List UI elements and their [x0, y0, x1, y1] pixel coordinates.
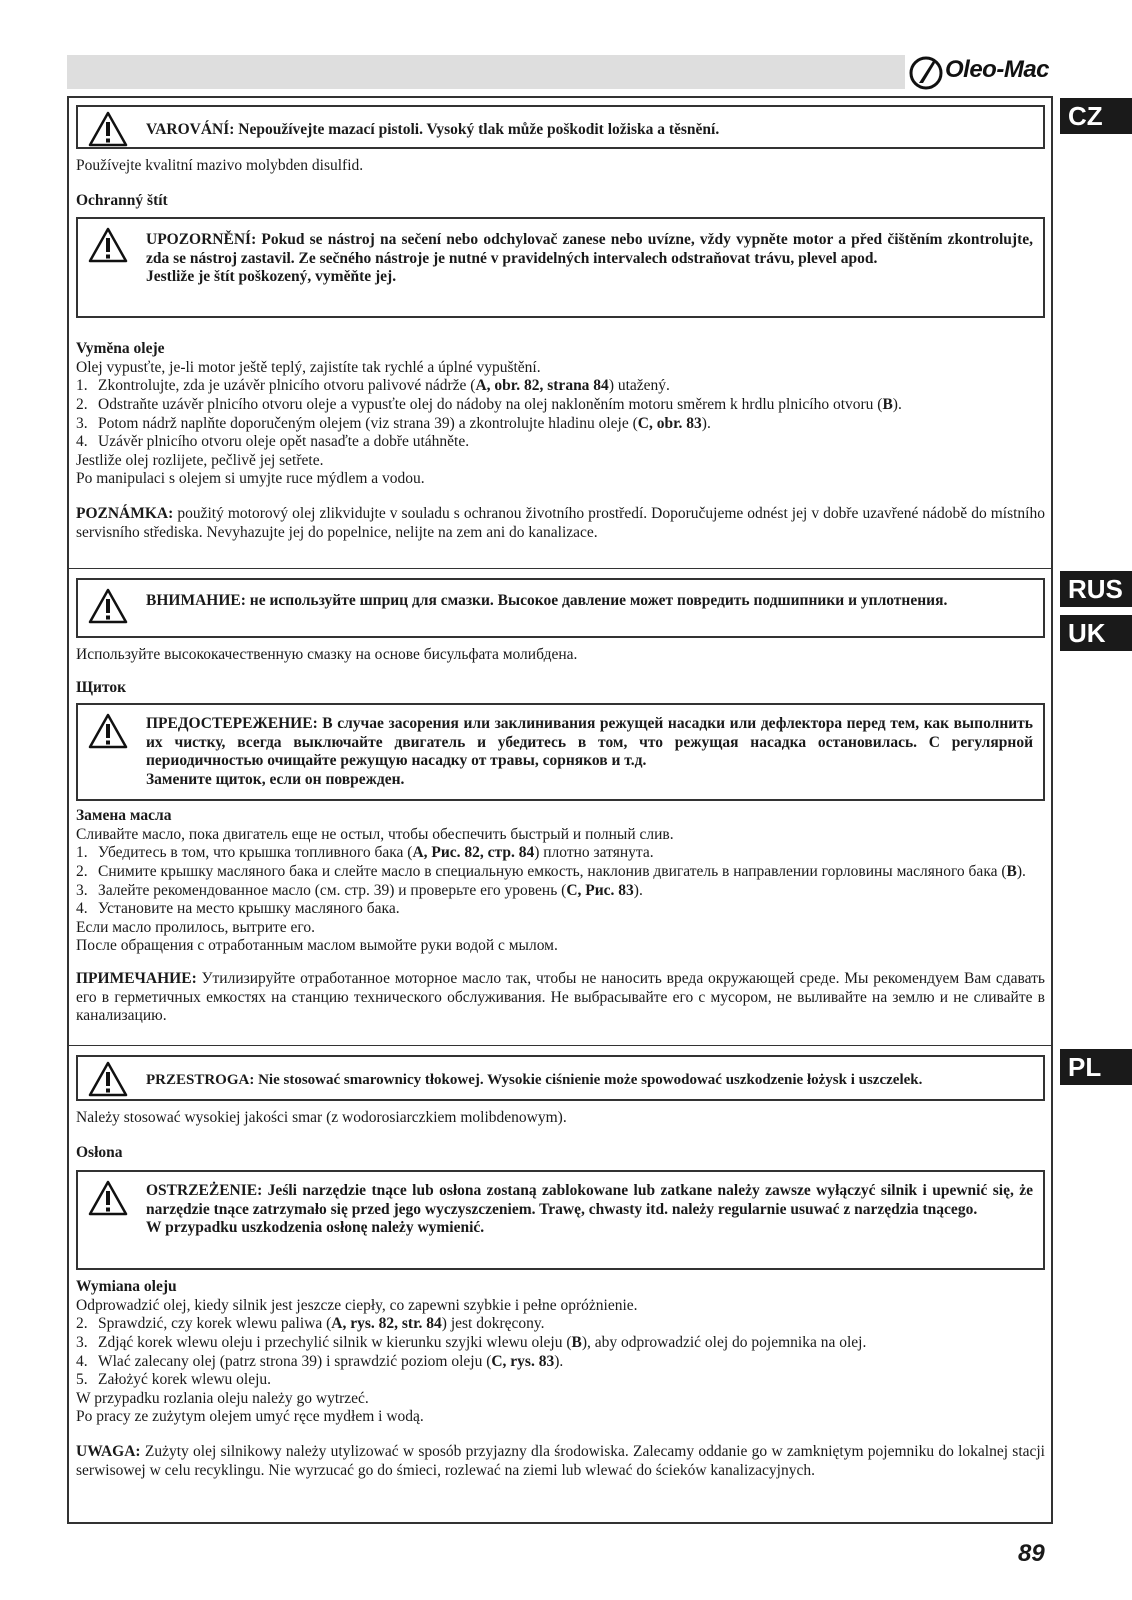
step-text [98, 900, 1045, 919]
step-text-post: ) utažený. [608, 377, 670, 395]
step-number: 2. [76, 1315, 88, 1333]
caution-box [76, 703, 1045, 801]
note-text: použitý motorový olej zlikvidujte v souladu s ochranou životního prostředí. Doporučujeme odnést jej v dobře uzavřené nádobě do místního servisního střediska. Nevyhazujte jej do popelnice, nelijte na zem ani do kanalizace. [76, 504, 1045, 541]
section-ru [76, 578, 1045, 1026]
lang-tab-pl: PL [1060, 1049, 1132, 1085]
step-text-pre: Zkontrolujte, zda je uzávěr plnicího otvoru palivové nádrže ( [98, 377, 476, 395]
caution-text: OSTRZEŻENIE: Jeśli narzędzie tnące lub osłona zostaną zablokowane lub zatkane należy zawsze wyłączyć silnik i upewnić się, że narzędzie tnące zatrzymało się przed jego wyczyszczeniem. Trawę, chwasty itd. należy regularnie usuwać z narzędzia tnącego. [146, 1182, 1033, 1218]
step-text-post: ). [892, 395, 902, 413]
warning-text: PRZESTROGA: Nie stosować smarownicy tłokowej. Wysokie ciśnienie może spowodować uszkodzenie łożysk i uszczelek. [146, 1072, 923, 1088]
oil-change-heading: Wymiana oleju [76, 1278, 177, 1296]
step-number: 1. [76, 377, 88, 395]
note-paragraph [76, 1443, 1045, 1480]
warning-box [76, 105, 1045, 149]
oil-step-item [76, 377, 1045, 396]
caution-text-replace: Замените щиток, если он поврежден. [146, 770, 405, 788]
logo-emblem-icon [909, 55, 945, 91]
section-divider [67, 568, 1053, 569]
oil-intro: Odprowadzić olej, kiedy silnik jest jeszcze ciepły, co zapewni szybkie i pełne opróżnienie. [76, 1296, 638, 1314]
caution-box [76, 1170, 1045, 1270]
step-text [98, 863, 1045, 882]
oil-step-item [76, 882, 1045, 901]
step-text-post: ). [554, 1352, 564, 1370]
shield-heading: Ochranný štít [76, 191, 168, 209]
wash-text: Po pracy ze zużytym olejem umyć ręce mydłem i wodą. [76, 1408, 424, 1426]
step-text-pre: Убедитесь в том, что крышка топливного бака ( [98, 844, 413, 862]
step-text-post: ), aby odprowadzić olej do pojemnika na olej. [581, 1333, 867, 1351]
warning-triangle-icon [88, 227, 128, 263]
step-reference: A, Рис. 82, стр. 84 [412, 844, 535, 862]
step-number: 4. [76, 900, 88, 918]
oil-change-heading: Замена масла [76, 807, 172, 825]
brand-name: Oleo-Mac [945, 56, 1050, 83]
step-text [98, 396, 1045, 415]
step-text-pre: Zdjąć korek wlewu oleju i przechylić silnik w kierunku szyjki wlewu oleju ( [98, 1333, 572, 1351]
warning-box [76, 578, 1045, 638]
step-text-post: ). [1016, 862, 1026, 880]
step-number: 3. [76, 414, 88, 432]
oleo-mac-logo [909, 53, 1059, 93]
step-number: 5. [76, 1371, 88, 1389]
step-number: 4. [76, 433, 88, 451]
oil-step-item [76, 844, 1045, 863]
step-reference: C, Рис. 83 [566, 881, 634, 899]
lang-tab-uk: UK [1060, 615, 1132, 651]
oil-intro: Olej vypusťte, je-li motor ještě teplý, zajistíte tak rychlé a úplné vypuštění. [76, 358, 541, 376]
lang-tab-cz: CZ [1060, 98, 1132, 134]
step-text-pre: Wlać zalecany olej (patrz strona 39) i sprawdzić poziom oleju ( [98, 1352, 492, 1370]
note-paragraph [76, 970, 1045, 1026]
step-reference: C, obr. 83 [637, 414, 702, 432]
lubricant-text: Používejte kvalitní mazivo molybden disulfid. [76, 157, 364, 174]
step-text-post: ). [701, 414, 711, 432]
step-reference: C, rys. 83 [491, 1352, 555, 1370]
spill-text: Jestliže olej rozlijete, pečlivě jej setřete. [76, 451, 324, 469]
step-text-pre: Potom nádrž naplňte doporučeným olejem (viz strana 39) a zkontrolujte hladinu oleje ( [98, 414, 638, 432]
step-reference: B [571, 1333, 582, 1351]
warning-triangle-icon [88, 1061, 128, 1097]
step-text-post: ). [633, 881, 643, 899]
step-number: 2. [76, 862, 88, 880]
lubricant-text: Należy stosować wysokiej jakości smar (z wodorosiarczkiem molibdenowym). [76, 1109, 567, 1126]
oil-step-item [76, 863, 1045, 882]
oil-change-heading: Vyměna oleje [76, 340, 165, 358]
wash-text: После обращения с отработанным маслом вымойте руки водой с мылом. [76, 937, 558, 955]
note-paragraph [76, 505, 1045, 542]
lubricant-text: Используйте высококачественную смазку на основе бисульфата молибдена. [76, 646, 578, 663]
oil-step-item [76, 415, 1045, 434]
oil-step-item [76, 1315, 1045, 1334]
step-text [98, 433, 1045, 452]
step-text-post: ) jest dokręcony. [441, 1315, 545, 1333]
caution-text: UPOZORNĚNÍ: Pokud se nástroj na sečení nebo odchylovač zanese nebo uvízne, vždy vypněte motor a před čištěním zkontrolujte, zda se nástroj zastavil. Ze sečného nástroje je nutné v pravidelných intervalech odstraňovat trávu, plevel apod. [146, 231, 1033, 267]
header-bar [67, 55, 905, 89]
step-text [98, 377, 1045, 396]
oil-step-item [76, 396, 1045, 415]
oil-intro: Сливайте масло, пока двигатель еще не остыл, чтобы обеспечить быстрый и полный слив. [76, 825, 674, 843]
warning-triangle-icon [88, 111, 128, 147]
section-divider [67, 1045, 1053, 1046]
oil-steps-list [76, 377, 1045, 451]
shield-heading: Osłona [76, 1143, 123, 1161]
step-text [98, 415, 1045, 434]
step-number: 3. [76, 881, 88, 899]
step-text [98, 1334, 1045, 1353]
caution-box [76, 217, 1045, 318]
step-number: 2. [76, 395, 88, 413]
section-pl [76, 1055, 1045, 1480]
step-text [98, 882, 1045, 901]
note-label: POZNÁMKA: [76, 504, 174, 522]
warning-text: VAROVÁNÍ: Nepoužívejte mazací pistoli. Vysoký tlak může poškodit ložiska a těsnění. [146, 121, 720, 138]
step-text-pre: Odstraňte uzávěr plnicího otvoru oleje a vypusťte olej do nádoby na olej nakloněním motoru směrem k hrdlu plnicího otvoru ( [98, 395, 883, 413]
oil-step-item [76, 900, 1045, 919]
caution-text: ПРЕДОСТЕРЕЖЕНИЕ: В случае засорения или заклинивания режущей насадки или дефлектора перед тем, как выполнить их чистку, всегда выключайте двигатель и убедитесь в том, что режущая насадка остановилась. С регулярной периодичностью очищайте режущую насадку от травы, сорняков и т.д. [146, 715, 1033, 770]
oil-step-item [76, 1371, 1045, 1390]
step-text-pre: Sprawdzić, czy korek wlewu paliwa ( [98, 1315, 332, 1333]
step-text-pre: Установите на место крышку масляного бака. [98, 900, 400, 918]
caution-text-replace: W przypadku uszkodzenia osłonę należy wymienić. [146, 1219, 485, 1237]
note-text: Утилизируйте отработанное моторное масло так, чтобы не наносить вреда окружающей среде. Мы рекомендуем Вам сдавать его в герметичных емкостях на станцию технического обслуживания. Не выбрасывайте его с мусором, не выливайте на землю и не сливайте в канализацию. [76, 969, 1045, 1025]
step-text [98, 1315, 1045, 1334]
page-number: 89 [1018, 1540, 1045, 1567]
step-reference: B [1006, 862, 1017, 880]
step-reference: A, obr. 82, strana 84 [475, 377, 609, 395]
step-text-pre: Założyć korek wlewu oleju. [98, 1371, 272, 1389]
caution-text-replace: Jestliže je štít poškozený, vyměňte jej. [146, 268, 397, 286]
warning-triangle-icon [88, 588, 128, 624]
step-number: 3. [76, 1333, 88, 1351]
shield-heading: Щиток [76, 678, 127, 696]
note-label: ПРИМЕЧАНИЕ: [76, 969, 197, 987]
step-text-pre: Залейте рекомендованное масло (см. стр. 39) и проверьте его уровень ( [98, 881, 567, 899]
warning-text: ВНИМАНИЕ: не используйте шприц для смазки. Высокое давление может повредить подшипники и уплотнения. [146, 592, 948, 609]
spill-text: Если масло пролилось, вытрите его. [76, 918, 316, 936]
wash-text: Po manipulaci s olejem si umyjte ruce mýdlem a vodou. [76, 470, 425, 488]
step-text [98, 1353, 1045, 1372]
step-text-pre: Снимите крышку масляного бака и слейте масло в специальную емкость, наклонив двигатель в направлении горловины масляного бака ( [98, 862, 1007, 880]
step-reference: B [882, 395, 893, 413]
step-number: 4. [76, 1352, 88, 1370]
step-text-post: ) плотно затянута. [534, 844, 654, 862]
step-text [98, 844, 1045, 863]
note-label: UWAGA: [76, 1442, 141, 1460]
oil-step-item [76, 1334, 1045, 1353]
step-reference: A, rys. 82, str. 84 [331, 1315, 442, 1333]
warning-box [76, 1055, 1045, 1101]
warning-triangle-icon [88, 713, 128, 749]
oil-steps-list [76, 844, 1045, 918]
step-number: 1. [76, 844, 88, 862]
warning-triangle-icon [88, 1180, 128, 1216]
step-text-pre: Uzávěr plnicího otvoru oleje opět nasaďte a dobře utáhněte. [98, 433, 470, 451]
step-text [98, 1371, 1045, 1390]
spill-text: W przypadku rozlania oleju należy go wytrzeć. [76, 1389, 369, 1407]
oil-step-item [76, 433, 1045, 452]
section-cz [76, 105, 1045, 542]
oil-steps-list [76, 1315, 1045, 1389]
lang-tab-rus: RUS [1060, 571, 1132, 607]
oil-step-item [76, 1353, 1045, 1372]
note-text: Zużyty olej silnikowy należy utylizować w sposób przyjazny dla środowiska. Zalecamy oddanie go w zamkniętym pojemniku do lokalnej stacji serwisowej w celu recyklingu. Nie wyrzucać go do śmieci, rozlewać na ziemi lub wlewać do ścieków kanalizacyjnych. [76, 1442, 1045, 1479]
